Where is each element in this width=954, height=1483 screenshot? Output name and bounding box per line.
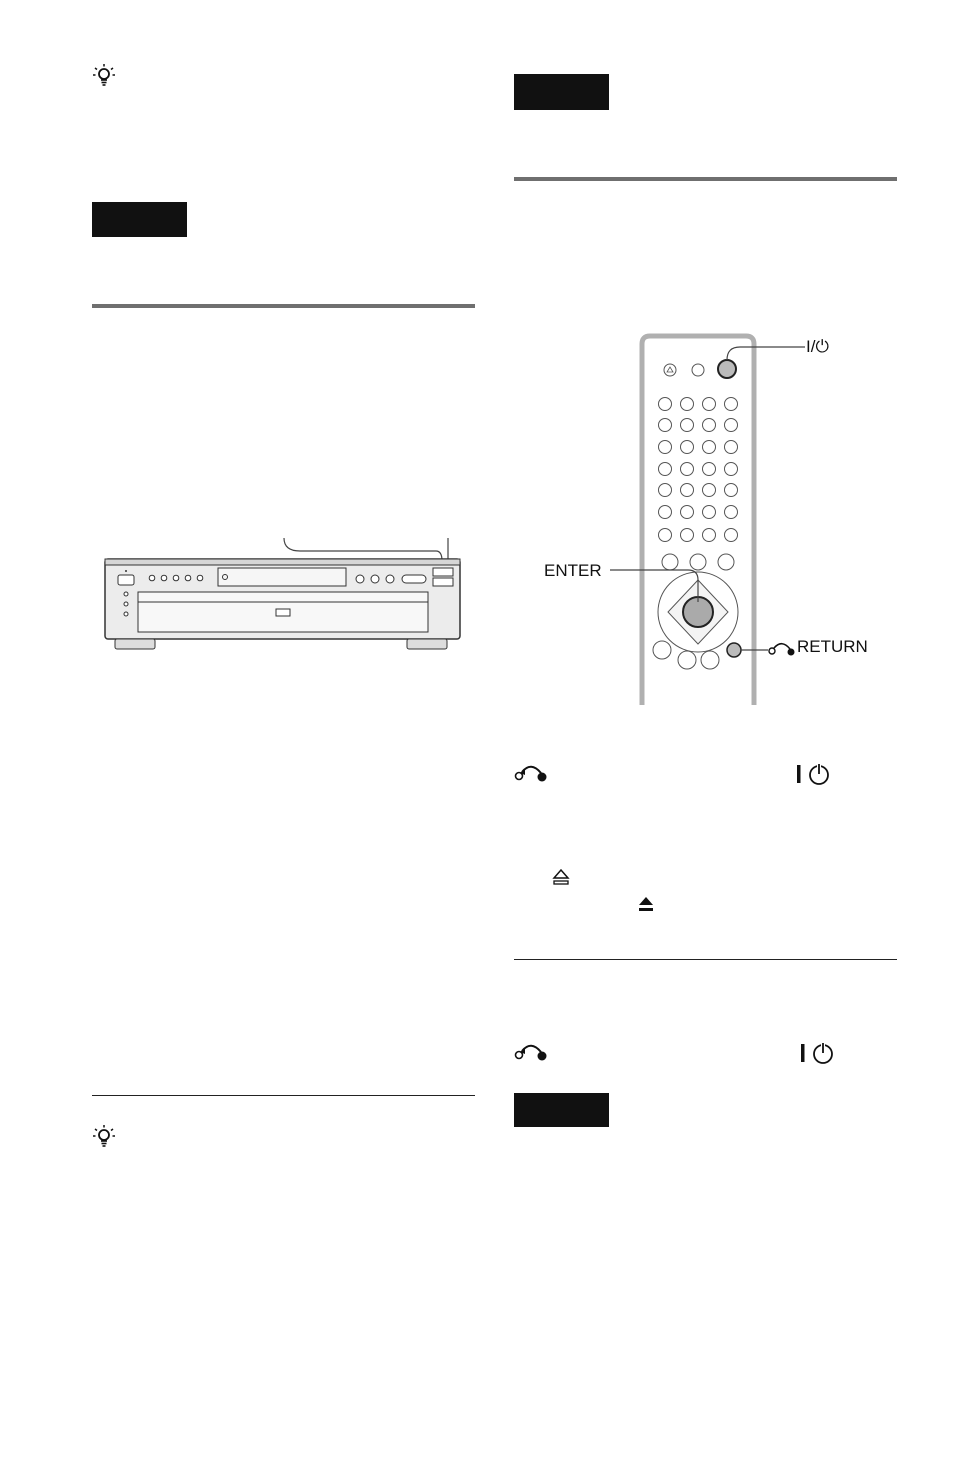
power-icon <box>800 1041 836 1065</box>
enter-button-callout: ENTER <box>544 561 602 580</box>
return-arrow-icon <box>514 1042 548 1062</box>
section-divider <box>514 177 897 181</box>
eject-outline-icon <box>552 868 570 886</box>
note-label-bar <box>514 1093 609 1127</box>
section-divider-thin <box>92 1095 475 1096</box>
dvd-changer-player-illustration <box>100 535 470 655</box>
note-label-bar <box>92 202 187 237</box>
eject-solid-icon <box>637 895 655 913</box>
return-button-callout: RETURN <box>797 637 868 656</box>
section-divider-thin <box>514 959 897 960</box>
return-arrow-icon <box>768 641 796 657</box>
note-label-bar <box>514 74 609 110</box>
tip-lightbulb-icon <box>92 64 116 88</box>
remote-control-illustration <box>600 330 780 705</box>
power-button-callout: I/⏻ <box>806 337 829 356</box>
power-icon <box>796 762 832 786</box>
section-divider <box>92 304 475 308</box>
return-arrow-icon <box>514 763 548 783</box>
tip-lightbulb-icon <box>92 1125 116 1149</box>
